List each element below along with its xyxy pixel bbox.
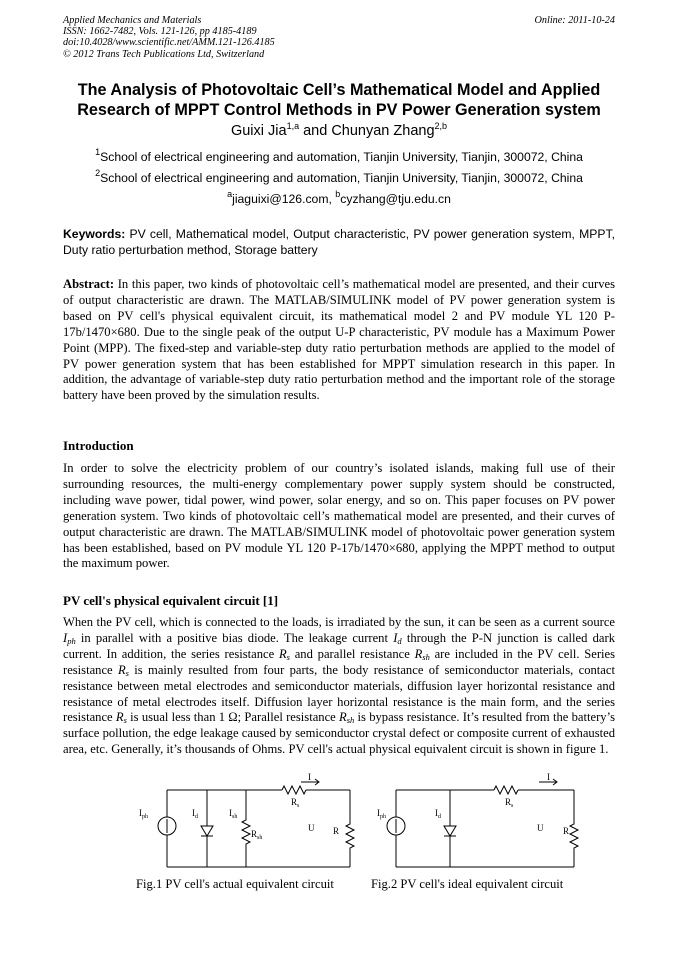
label-U: U [537, 823, 544, 833]
label-U: U [308, 823, 315, 833]
symbol-main: R [278, 646, 287, 661]
pv-text-part: is bypass resistance. It’s resulted from the battery’s surface pollution, the edge leakage caused by semiconductor crystal defect or composite current of exhausted area, etc. Generally, it’s thousands of Ohms. PV cell's actual physical equivalent circuit is shown in figure 1. [63, 710, 615, 757]
email-a: jiaguixi@126.com, [232, 192, 336, 206]
label-Rsh: $R_{sh}$ [251, 829, 263, 841]
label-Rs: $R_s$ [291, 797, 300, 809]
online-date: Online: 2011-10-24 [534, 15, 615, 26]
label-R: R [563, 826, 570, 836]
symbol-subscript: ph [67, 635, 76, 646]
symbol-subscript: sh [346, 715, 355, 726]
copyright-line: © 2012 Trans Tech Publications Ltd, Switzerland [63, 48, 265, 60]
author-1-superscript: 1,a [286, 121, 300, 131]
abstract-text: In this paper, two kinds of photovoltaic cell’s mathematical model are presented, and their curves of output characteristic are drawn. The MATLAB/SIMULINK model of PV power generation system is based on PV cell's physical equivalent circuit, its mathematical model 2 and PV module YL 120 P-17b/1470×680. Due to the single peak of the output U-P characteristic, PV module has a Maximum Power Point (MPP). The fixed-step and variable-step duty ratio perturbation methods are applied to the model of PV power generation system that has been established for MPPT simulation research in this paper. In addition, the advantage of variable-step duty ratio perturbation method and the important role of the storage battery have been proved by the simulation results. [63, 277, 615, 403]
diode-icon [201, 826, 213, 836]
pv-text-part: is mainly resulted from four parts, the body resistance of semiconductor materials, contact resistance between metal electrodes and semiconductor materials, diffusion layer horizontal resistance and resistance of metal electrodes itself. Diffusion layer horizontal resistance is the main form, and the series resistance [63, 662, 615, 725]
symbol-main: R [339, 710, 347, 725]
symbol-subscript: s [286, 651, 290, 662]
symbol-main: R [414, 646, 423, 661]
email-b: cyzhang@tju.edu.cn [340, 192, 451, 206]
pv-text-part: in parallel with a positive bias diode. The leakage current [75, 630, 394, 645]
symbol-main: I [63, 630, 68, 645]
affiliation-1 [40, 147, 638, 164]
figure-2-circuit [366, 772, 586, 872]
symbol-Rsh [415, 647, 430, 661]
abstract [63, 277, 615, 404]
symbol-Iph [63, 631, 76, 645]
keywords-text: PV cell, Mathematical model, Output characteristic, PV power generation system, MPPT, Duty ratio perturbation method, Storage battery [63, 227, 615, 257]
page-header [63, 15, 615, 60]
pv-text-part: and parallel resistance [289, 646, 415, 661]
introduction-heading: Introduction [63, 438, 134, 453]
affiliation-1-superscript: 1 [95, 147, 101, 157]
authors-and: and [299, 123, 332, 139]
figure-2-caption: Fig.2 PV cell's ideal equivalent circuit [371, 877, 564, 891]
author-2: Chunyan Zhang [331, 123, 435, 139]
figure-1-circuit [130, 772, 360, 872]
figure-1-caption: Fig.1 PV cell's actual equivalent circuit [136, 877, 334, 891]
doi-line: doi:10.4028/www.scientific.net/AMM.121-126.4185 [63, 37, 275, 49]
series-resistor-Rs [282, 786, 306, 794]
symbol-subscript: s [125, 667, 129, 678]
email-b-superscript: b [335, 189, 341, 199]
shunt-resistor-Rsh [242, 790, 250, 867]
author-emails [40, 189, 638, 206]
label-I: I [547, 772, 550, 782]
symbol-subscript: sh [422, 651, 430, 662]
symbol-subscript: s [123, 715, 127, 726]
pv-text-part: When the PV cell, which is connected to the loads, is irradiated by the sun, it can be seen as a current source [63, 615, 615, 629]
affiliation-2-superscript: 2 [95, 168, 101, 178]
label-Id: $I_d$ [192, 808, 198, 820]
title-line-2: Research of MPPT Control Methods in PV Power Generation system [77, 101, 601, 119]
email-a-superscript: a [227, 189, 233, 199]
symbol-Id [393, 631, 401, 645]
symbol-main: R [115, 710, 124, 725]
keywords-label: Keywords: [63, 227, 126, 241]
title-line-1: The Analysis of Photovoltaic Cell’s Mathematical Model and Applied [77, 81, 601, 99]
journal-name: Applied Mechanics and Materials [63, 15, 202, 26]
label-Iph: $I_{ph}$ [139, 808, 148, 820]
issn-line: ISSN: 1662-7482, Vols. 121-126, pp 4185-4189 [63, 26, 257, 38]
pv-section-heading: PV cell's physical equivalent circuit [1] [63, 593, 279, 608]
label-Rs: $R_s$ [505, 797, 514, 809]
symbol-subscript: d [397, 635, 402, 646]
affiliation-2 [40, 168, 638, 185]
label-Id: $I_d$ [435, 808, 441, 820]
series-resistor-Rs [494, 786, 518, 794]
affiliation-1-text: School of electrical engineering and automation, Tianjin University, Tianjin, 300072, China [100, 150, 583, 164]
abstract-label: Abstract: [63, 277, 115, 291]
symbol-main: R [117, 662, 126, 677]
label-Iph: $I_{ph}$ [377, 808, 386, 820]
author-2-superscript: 2,b [434, 121, 448, 131]
load-resistor-R [570, 790, 578, 867]
author-1: Guixi Jia [230, 123, 287, 139]
symbol-Rs [279, 647, 290, 661]
load-resistor-R [346, 790, 354, 867]
symbol-Rsh [339, 710, 354, 724]
keywords [63, 227, 615, 258]
pv-text-part: are included in the PV cell. Series resistance [63, 646, 616, 677]
symbol-Rs [118, 663, 129, 677]
label-Ish: $I_{sh}$ [229, 808, 238, 820]
pv-text-part: is usual less than 1 Ω; Parallel resistance [126, 710, 340, 725]
diode-icon [444, 826, 456, 836]
symbol-Rs [116, 710, 127, 724]
label-R: R [333, 826, 340, 836]
introduction-text: In order to solve the electricity problem of our country’s isolated islands, making full use of their surrounding resources, the multi-energy complementary power supply system should be constructed, including wave power, tidal power, wind power, solar energy, and so on. This paper focuses on PV power generation system. Two kinds of photovoltaic cell’s mathematical model are presented, and their curves of output characteristic are drawn. The MATLAB/SIMULINK model of photovoltaic power generation system has been established, based on PV module YL 120 P-17b/1470×680, applying the MPPT method to output the maximum power. [63, 461, 615, 571]
paper-title [40, 80, 638, 120]
authors [40, 123, 638, 139]
pv-section-text [63, 615, 615, 758]
affiliation-2-text: School of electrical engineering and automation, Tianjin University, Tianjin, 300072, China [100, 171, 583, 185]
pv-text-part: through the P-N junction is called dark current. In addition, the series resistance [63, 630, 616, 661]
label-I: I [308, 772, 311, 782]
symbol-main: I [393, 630, 398, 645]
